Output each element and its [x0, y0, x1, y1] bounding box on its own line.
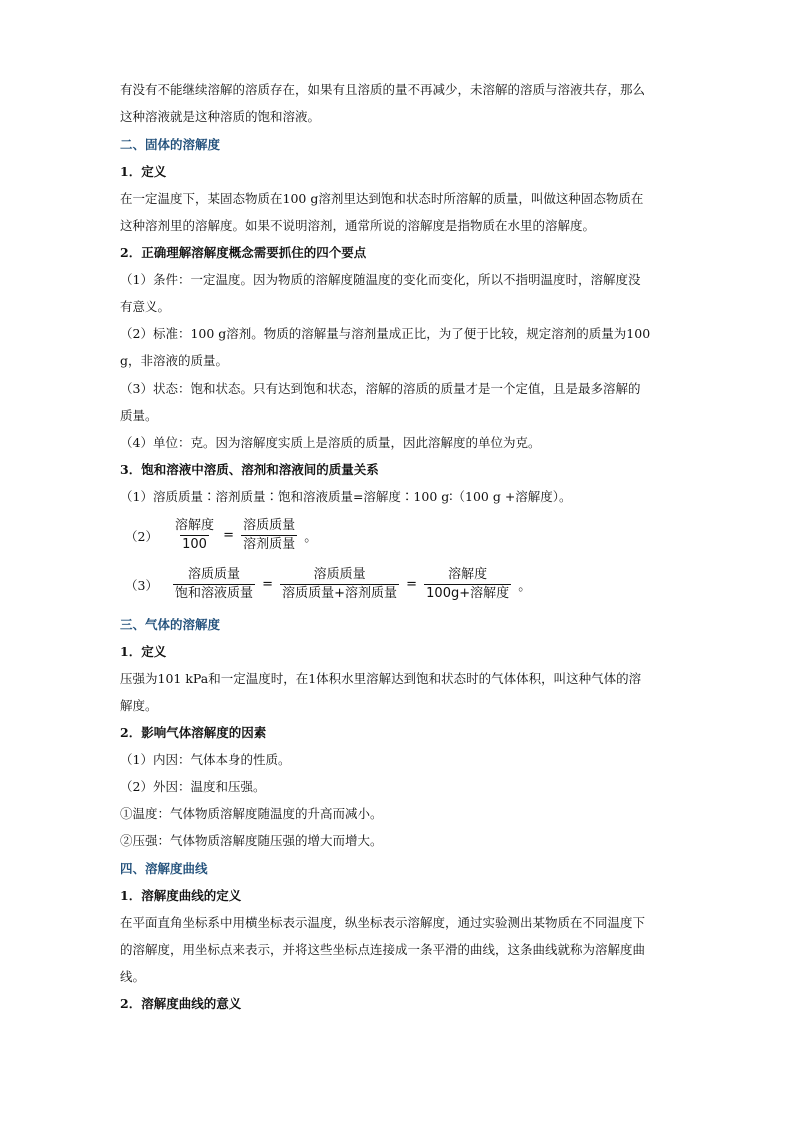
- paragraph-line: 在一定温度下，某固态物质在100 g溶剂里达到饱和状态时所溶解的质量，叫做这种固态物质在: [120, 191, 644, 206]
- numerator: 溶质质量: [188, 567, 241, 582]
- paragraph-line: （1）溶质质量∶溶剂质量∶饱和溶液质量=溶解度∶100 g∶（100 g +溶解度）。: [120, 489, 572, 504]
- paragraph-line: （2）外因：温度和压强。: [120, 779, 266, 794]
- subheading-four-points: 2．正确理解溶解度概念需要抓住的四个要点: [120, 245, 367, 260]
- paragraph-line: 有没有不能继续溶解的溶质存在，如果有且溶质的量不再减少，未溶解的溶质与溶液共存，那么: [120, 82, 646, 97]
- paragraph-line: （3）状态：饱和状态。只有达到饱和状态，溶解的溶质的质量才是一个定值，且是最多溶解的: [120, 381, 641, 396]
- subheading-definition: 1．定义: [120, 164, 167, 179]
- paragraph-line: 这种溶剂里的溶解度。如果不说明溶剂，通常所说的溶解度是指物质在水里的溶解度。: [120, 218, 596, 233]
- fraction: [173, 567, 255, 602]
- numerator: 溶解度: [448, 567, 488, 582]
- paragraph-line: 解度。: [120, 698, 158, 713]
- paragraph-line: ①温度：气体物质溶解度随温度的升高而减小。: [120, 806, 383, 821]
- equals-sign: =: [223, 528, 235, 543]
- subheading-curve-meaning: 2．溶解度曲线的意义: [120, 996, 242, 1011]
- paragraph-line: （4）单位：克。因为溶解度实质上是溶质的质量，因此溶解度的单位为克。: [120, 435, 541, 450]
- subheading-definition: 1．定义: [120, 644, 167, 659]
- period: 。: [518, 579, 532, 594]
- denominator: 100: [182, 537, 207, 552]
- fraction: [173, 518, 216, 553]
- paragraph-line: 质量。: [120, 408, 158, 423]
- paragraph-line: 在平面直角坐标系中用横坐标表示温度，纵坐标表示溶解度，通过实验测出某物质在不同温度下: [120, 915, 646, 930]
- equals-sign: =: [262, 577, 274, 592]
- paragraph-line: 的溶解度，用坐标点来表示，并将这些坐标点连接成一条平滑的曲线，这条曲线就称为溶解度曲: [120, 942, 646, 957]
- numerator: 溶质质量: [243, 518, 296, 533]
- fraction: [280, 567, 399, 602]
- fraction: [424, 567, 511, 602]
- equation-label: （3）: [125, 577, 158, 593]
- paragraph-line: 线。: [120, 969, 146, 984]
- paragraph-line: 这种溶液就是这种溶质的饱和溶液。: [120, 109, 321, 124]
- denominator: 溶质质量+溶剂质量: [282, 586, 398, 601]
- denominator: 100g+溶解度: [426, 586, 510, 601]
- equals-sign: =: [406, 577, 418, 592]
- fraction: [241, 518, 297, 553]
- subheading-factors: 2．影响气体溶解度的因素: [120, 725, 267, 740]
- paragraph-line: （2）标准：100 g溶剂。物质的溶解量与溶剂量成正比，为了便于比较，规定溶剂的质量为100: [120, 326, 651, 341]
- subheading-mass-relation: 3．饱和溶液中溶质、溶剂和溶液间的质量关系: [120, 462, 379, 477]
- paragraph-line: 有意义。: [120, 299, 171, 314]
- numerator: 溶解度: [175, 518, 215, 533]
- section-heading-gas-solubility: 三、气体的溶解度: [120, 617, 221, 632]
- denominator: 溶剂质量: [243, 537, 296, 552]
- subheading-curve-definition: 1．溶解度曲线的定义: [120, 888, 242, 903]
- paragraph-line: （1）内因：气体本身的性质。: [120, 752, 291, 767]
- period: 。: [304, 530, 318, 545]
- paragraph-line: g，非溶液的质量。: [120, 353, 229, 368]
- equation-2: [125, 518, 319, 553]
- paragraph-line: （1）条件：一定温度。因为物质的溶解度随温度的变化而变化，所以不指明温度时，溶解度没: [120, 272, 641, 287]
- numerator: 溶质质量: [313, 567, 366, 582]
- section-heading-solubility-curve: 四、溶解度曲线: [120, 861, 208, 876]
- section-heading-solid-solubility: 二、固体的溶解度: [120, 137, 221, 152]
- equation-label: （2）: [125, 528, 158, 544]
- paragraph-line: ②压强：气体物质溶解度随压强的增大而增大。: [120, 833, 383, 848]
- paragraph-line: 压强为101 kPa和一定温度时，在1体积水里溶解达到饱和状态时的气体体积，叫这种气体的溶: [120, 671, 642, 686]
- denominator: 饱和溶液质量: [175, 586, 254, 601]
- equation-3: [125, 567, 533, 602]
